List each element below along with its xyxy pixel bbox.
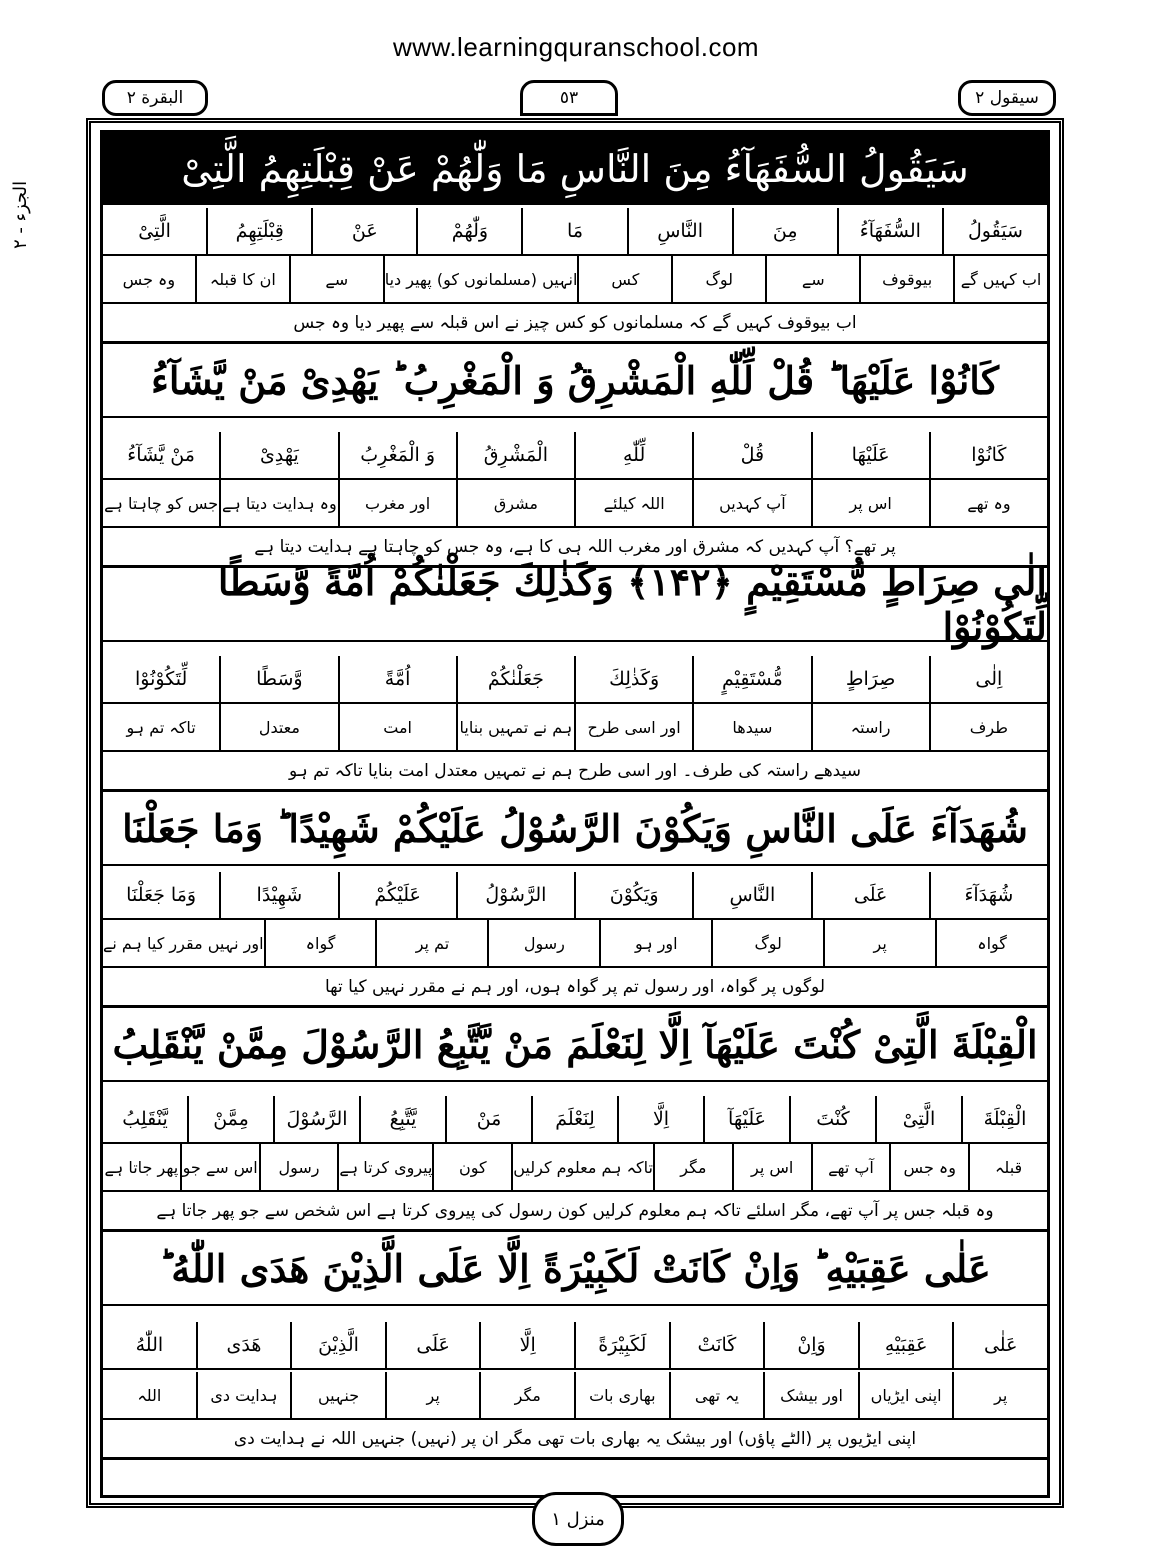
urdu-meaning-cell: اور ہو: [599, 920, 711, 966]
urdu-meaning-cell: وہ جس: [889, 1144, 968, 1190]
verse-line: شُهَدَآءَ عَلَى النَّاسِ وَيَكُوْنَ الرَّسُوْلُ عَلَيْكُمْ شَهِيْدًا ؕ وَمَا جَعَلْنَا: [103, 792, 1047, 866]
manzil-badge: منزل ١: [532, 1492, 624, 1546]
urdu-meaning-cell: طرف: [929, 704, 1047, 750]
arabic-word-cell: مِنَ: [732, 208, 837, 254]
arabic-word-cell: شَهِيْدًا: [219, 872, 337, 918]
urdu-meaning-cell: پیروی کرتا ہے: [337, 1144, 432, 1190]
urdu-meaning-cell: کون: [432, 1144, 511, 1190]
urdu-meaning-cell: معتدل: [219, 704, 337, 750]
arabic-word-cell: وَلّٰهُمْ: [416, 208, 521, 254]
arabic-word-cell: يَهْدِىْ: [219, 432, 337, 478]
urdu-meaning-cell: وہ تھے: [929, 480, 1047, 526]
urdu-meaning-cell: وہ جس: [122, 269, 176, 289]
urdu-meaning-cell: راستہ: [811, 704, 929, 750]
words-row: [103, 432, 1047, 480]
urdu-meaning-cell: اور اسی طرح: [574, 704, 692, 750]
verse-line: الْقِبْلَةَ الَّتِىْ كُنْتَ عَلَيْهَآ اِلَّا لِنَعْلَمَ مَنْ يَّتَّبِعُ الرَّسُوْلَ مِمَّنْ يَّنْقَلِبُ: [103, 1008, 1047, 1082]
arabic-word-cell: اِلَّا: [617, 1096, 703, 1142]
words-row: [103, 208, 1047, 256]
arabic-word-cell: مَا: [521, 208, 626, 254]
arabic-word-cell: النَّاسِ: [692, 872, 810, 918]
arabic-word-cell: صِرَاطٍ: [811, 656, 929, 702]
arabic-word-cell: يَّنْقَلِبُ: [122, 1108, 168, 1130]
verse-line: عَلٰى عَقِبَيْهِ ؕ وَاِنْ كَانَتْ لَكَبِيْرَةً اِلَّا عَلَى الَّذِيْنَ هَدَى اللّٰهُ ؕ: [103, 1232, 1047, 1306]
urdu-meaning-cell: پر: [385, 1372, 480, 1418]
urdu-meaning-cell: سے: [289, 256, 383, 302]
words-row: [103, 1096, 1047, 1144]
urdu-meaning-cell: مگر: [653, 1144, 732, 1190]
arabic-word-cell: اُمَّةً: [338, 656, 456, 702]
words-row: [103, 1322, 1047, 1370]
urdu-meaning-cell: آپ کہدیں: [692, 480, 810, 526]
arabic-word-cell: شُهَدَآءَ: [929, 872, 1047, 918]
arabic-word-cell: سَيَقُولُ: [942, 208, 1047, 254]
arabic-word-cell: اِلَّا: [479, 1322, 574, 1368]
arabic-word-cell: عَنْ: [311, 208, 416, 254]
urdu-meaning-cell: مگر: [479, 1372, 574, 1418]
para-name-box: سیقول ٢: [958, 80, 1056, 116]
arabic-word-cell: عَلَى: [811, 872, 929, 918]
urdu-meaning-cell: ہدایت دی: [196, 1372, 291, 1418]
verse-title-bar: سَيَقُولُ السُّفَهَآءُ مِنَ النَّاسِ مَا وَلّٰهُمْ عَنْ قِبْلَتِهِمُ الَّتِىْ: [103, 133, 1047, 205]
arabic-word-cell: الَّتِىْ: [138, 220, 171, 242]
urdu-meaning-cell: اللہ: [137, 1385, 162, 1405]
urdu-meaning-cell: آپ تھے: [811, 1144, 890, 1190]
arabic-word-cell: مَنْ يَّشَآءُ: [127, 444, 195, 466]
arabic-word-cell: لِّتَكُوْنُوْا: [135, 668, 188, 690]
urdu-meaning-cell: تم پر: [375, 920, 487, 966]
translation-line: سیدھے راستہ کی طرف۔ اور اسی طرح ہم نے تمہیں معتدل امت بنایا تاکہ تم ہو: [103, 752, 1047, 792]
arabic-word-cell: يَّتَّبِعُ: [359, 1096, 445, 1142]
meanings-row: [103, 1372, 1047, 1420]
arabic-word-cell: وَ الْمَغْرِبُ: [338, 432, 456, 478]
words-row: [103, 656, 1047, 704]
meanings-row: [103, 256, 1047, 304]
arabic-word-cell: هَدَى: [196, 1322, 291, 1368]
translation-line: اب بیوقوف کہیں گے کہ مسلمانوں کو کس چیز نے اس قبلہ سے پھیر دیا وہ جس: [103, 304, 1047, 344]
arabic-word-cell: السُّفَهَآءُ: [837, 208, 942, 254]
meanings-row: [103, 480, 1047, 528]
urdu-meaning-cell: سے: [765, 256, 859, 302]
urdu-meaning-cell: رسول: [487, 920, 599, 966]
urdu-meaning-cell: اللہ کیلئے: [574, 480, 692, 526]
urdu-meaning-cell: لوگ: [711, 920, 823, 966]
arabic-word-cell: قُلْ: [692, 432, 810, 478]
arabic-word-cell: عَقِبَيْهِ: [858, 1322, 953, 1368]
meanings-row: [103, 920, 1047, 968]
website-url[interactable]: www.learningquranschool.com: [392, 32, 760, 62]
urdu-meaning-cell: تاکہ ہم معلوم کرلیں: [511, 1144, 653, 1190]
verse-line: كَانُوْا عَلَيْهَا ؕ قُلْ لِّلّٰهِ الْمَشْرِقُ وَ الْمَغْرِبُ ؕ يَهْدِىْ مَنْ يَّشَآءُ: [103, 344, 1047, 418]
arabic-word-cell: كَانَتْ: [669, 1322, 764, 1368]
arabic-word-cell: كَانُوْا: [929, 432, 1047, 478]
urdu-meaning-cell: بھاری بات: [574, 1372, 669, 1418]
urdu-meaning-cell: کس: [577, 256, 671, 302]
urdu-meaning-cell: اور مغرب: [338, 480, 456, 526]
urdu-meaning-cell: اس سے جو: [180, 1144, 259, 1190]
urdu-meaning-cell: تاکہ تم ہو: [126, 717, 196, 737]
arabic-word-cell: مَنْ: [445, 1096, 531, 1142]
arabic-word-cell: عَلَيْكُمْ: [338, 872, 456, 918]
arabic-word-cell: الْمَشْرِقُ: [456, 432, 574, 478]
urdu-meaning-cell: مشرق: [456, 480, 574, 526]
translation-line: اپنی ایڑیوں پر (الٹے پاؤں) اور بیشک یہ بھاری بات تھی مگر ان پر (نہیں) جنہیں اللہ نے ہدایت دی: [103, 1420, 1047, 1460]
urdu-meaning-cell: گواہ: [264, 920, 376, 966]
juz-side-label: الجزء - ٢: [10, 180, 31, 250]
arabic-word-cell: وَاِنْ: [763, 1322, 858, 1368]
urdu-meaning-cell: سیدھا: [692, 704, 810, 750]
arabic-word-cell: كُنْتَ: [789, 1096, 875, 1142]
arabic-word-cell: النَّاسِ: [627, 208, 732, 254]
urdu-meaning-cell: ہم نے تمہیں بنایا: [456, 704, 574, 750]
arabic-word-cell: عَلَيْهَآ: [703, 1096, 789, 1142]
urdu-meaning-cell: یہ تھی: [669, 1372, 764, 1418]
arabic-word-cell: لِنَعْلَمَ: [531, 1096, 617, 1142]
urdu-meaning-cell: پر: [952, 1372, 1047, 1418]
urdu-meaning-cell: بیوقوف: [859, 256, 953, 302]
arabic-word-cell: لِّلّٰهِ: [574, 432, 692, 478]
urdu-meaning-cell: گواہ: [935, 920, 1047, 966]
arabic-word-cell: الرَّسُوْلُ: [456, 872, 574, 918]
arabic-word-cell: اِلٰى: [929, 656, 1047, 702]
meanings-row: [103, 704, 1047, 752]
words-row: [103, 872, 1047, 920]
arabic-word-cell: الَّتِىْ: [875, 1096, 961, 1142]
arabic-word-cell: مِمَّنْ: [187, 1096, 273, 1142]
arabic-word-cell: الَّذِيْنَ: [290, 1322, 385, 1368]
urdu-meaning-cell: پھر جاتا ہے: [104, 1157, 179, 1177]
arabic-word-cell: وَّسَطًا: [219, 656, 337, 702]
urdu-meaning-cell: اب کہیں گے: [953, 256, 1047, 302]
arabic-word-cell: اللّٰهُ: [135, 1334, 164, 1356]
arabic-word-cell: عَلٰى: [952, 1322, 1047, 1368]
urdu-meaning-cell: اس پر: [811, 480, 929, 526]
urdu-meaning-cell: اور بیشک: [763, 1372, 858, 1418]
arabic-word-cell: عَلَى: [385, 1322, 480, 1368]
page-number-box: ٥٣: [520, 80, 618, 116]
meanings-row: [103, 1144, 1047, 1192]
surah-name-box: البقرة ٢: [102, 80, 208, 116]
urdu-meaning-cell: اور نہیں مقرر کیا ہم نے: [102, 933, 264, 953]
urdu-meaning-cell: انہیں (مسلمانوں کو) پھیر دیا: [383, 256, 578, 302]
arabic-word-cell: قِبْلَتِهِمُ: [206, 208, 311, 254]
arabic-word-cell: عَلَيْهَا: [811, 432, 929, 478]
urdu-meaning-cell: جنہیں: [290, 1372, 385, 1418]
urdu-meaning-cell: رسول: [259, 1144, 338, 1190]
arabic-word-cell: الْقِبْلَةَ: [961, 1096, 1047, 1142]
arabic-word-cell: مُّسْتَقِيْمٍ: [692, 656, 810, 702]
urdu-meaning-cell: اپنی ایڑیاں: [858, 1372, 953, 1418]
urdu-meaning-cell: پر: [823, 920, 935, 966]
verse-line: اِلٰى صِرَاطٍ مُّسْتَقِيْمٍ ﴿۱۴۲﴾ وَكَذٰلِكَ جَعَلْنٰكُمْ اُمَّةً وَّسَطًا لِّتَكُوْنُوْا: [103, 568, 1047, 642]
arabic-word-cell: وَكَذٰلِكَ: [574, 656, 692, 702]
urdu-meaning-cell: وہ ہدایت دیتا ہے: [219, 480, 337, 526]
translation-line: لوگوں پر گواہ، اور رسول تم پر گواہ ہوں، اور ہم نے مقرر نہیں کیا تھا: [103, 968, 1047, 1008]
urdu-meaning-cell: امت: [338, 704, 456, 750]
translation-line: پر تھے؟ آپ کہدیں کہ مشرق اور مغرب اللہ ہی کا ہے، وہ جس کو چاہتا ہے ہدایت دیتا ہے: [103, 528, 1047, 568]
arabic-word-cell: لَكَبِيْرَةً: [574, 1322, 669, 1368]
urdu-meaning-cell: ان کا قبلہ: [195, 256, 289, 302]
urdu-meaning-cell: جس کو چاہتا ہے: [104, 493, 219, 513]
urdu-meaning-cell: قبلہ: [968, 1144, 1047, 1190]
translation-line: وہ قبلہ جس پر آپ تھے، مگر اسلئے تاکہ ہم معلوم کرلیں کون رسول کی پیروی کرتا ہے اس شخص سے جو پھر جاتا ہے: [103, 1192, 1047, 1232]
urdu-meaning-cell: لوگ: [671, 256, 765, 302]
arabic-word-cell: وَيَكُوْنَ: [574, 872, 692, 918]
arabic-word-cell: جَعَلْنٰكُمْ: [456, 656, 574, 702]
arabic-word-cell: وَمَا جَعَلْنَا: [126, 884, 197, 906]
urdu-meaning-cell: اس پر: [732, 1144, 811, 1190]
arabic-word-cell: الرَّسُوْلَ: [273, 1096, 359, 1142]
